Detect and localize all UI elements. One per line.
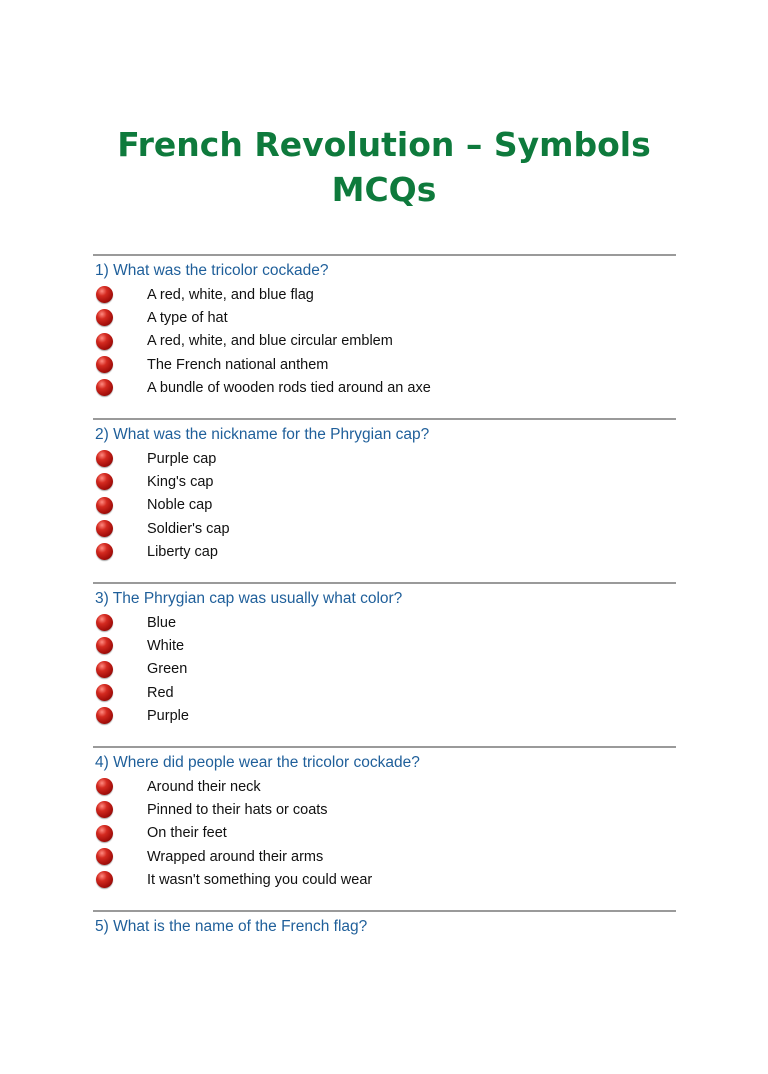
option-label: A type of hat: [147, 309, 228, 326]
question-2: [93, 418, 676, 576]
radio-button-icon[interactable]: [96, 333, 113, 350]
question-2-option-1[interactable]: [93, 447, 676, 470]
title-line-1: French Revolution – Symbols: [117, 125, 651, 164]
option-label: White: [147, 637, 185, 654]
option-label: Blue: [147, 614, 177, 631]
question-3-option-4[interactable]: [93, 681, 676, 704]
quiz-list: [93, 254, 676, 1074]
question-4-option-2[interactable]: [93, 798, 676, 821]
radio-button-icon[interactable]: [96, 520, 113, 537]
radio-button-icon[interactable]: [96, 450, 113, 467]
option-label: Green: [147, 661, 188, 678]
question-3-option-3[interactable]: [93, 658, 676, 681]
question-1-option-4[interactable]: [93, 353, 676, 376]
radio-button-icon[interactable]: [96, 356, 113, 373]
radio-button-icon[interactable]: [96, 473, 113, 490]
title-line-2: MCQs: [331, 170, 437, 209]
radio-button-icon[interactable]: [96, 497, 113, 514]
radio-button-icon[interactable]: [96, 684, 113, 701]
question-3: [93, 582, 676, 740]
question-2-option-3[interactable]: [93, 494, 676, 517]
question-5-text: 5) What is the name of the French flag?: [95, 918, 368, 935]
question-4-option-1[interactable]: [93, 775, 676, 798]
question-2-option-5[interactable]: [93, 540, 676, 563]
option-label: Red: [147, 684, 174, 701]
question-4-option-3[interactable]: [93, 822, 676, 845]
question-3-option-5[interactable]: [93, 704, 676, 727]
question-3-option-2[interactable]: [93, 634, 676, 657]
radio-button-icon[interactable]: [96, 871, 113, 888]
option-label: A bundle of wooden rods tied around an axe: [147, 379, 431, 396]
question-2-text: 2) What was the nickname for the Phrygian cap?: [95, 426, 430, 443]
radio-button-icon[interactable]: [96, 848, 113, 865]
option-label: It wasn't something you could wear: [147, 871, 373, 888]
radio-button-icon[interactable]: [96, 286, 113, 303]
question-2-option-2[interactable]: [93, 470, 676, 493]
radio-button-icon[interactable]: [96, 543, 113, 560]
radio-button-icon[interactable]: [96, 778, 113, 795]
question-4-option-4[interactable]: [93, 845, 676, 868]
question-5: [93, 910, 676, 1068]
question-1-option-2[interactable]: [93, 306, 676, 329]
question-4: [93, 746, 676, 904]
question-4-text: 4) Where did people wear the tricolor cockade?: [95, 754, 420, 771]
radio-button-icon[interactable]: [96, 379, 113, 396]
page-title: [0, 122, 768, 212]
option-label: A red, white, and blue flag: [147, 286, 314, 303]
radio-button-icon[interactable]: [96, 309, 113, 326]
question-4-option-5[interactable]: [93, 868, 676, 891]
question-1-option-3[interactable]: [93, 330, 676, 353]
option-label: Purple: [147, 707, 189, 724]
question-3-option-1[interactable]: [93, 611, 676, 634]
option-label: Liberty cap: [147, 543, 218, 560]
radio-button-icon[interactable]: [96, 825, 113, 842]
option-label: A red, white, and blue circular emblem: [147, 333, 393, 350]
radio-button-icon[interactable]: [96, 707, 113, 724]
question-2-option-4[interactable]: [93, 517, 676, 540]
question-3-text: 3) The Phrygian cap was usually what color?: [95, 590, 403, 607]
radio-button-icon[interactable]: [96, 801, 113, 818]
option-label: Wrapped around their arms: [147, 848, 324, 865]
question-1-text: 1) What was the tricolor cockade?: [95, 262, 329, 279]
option-label: Around their neck: [147, 778, 261, 795]
question-1: [93, 254, 676, 412]
question-1-option-5[interactable]: [93, 376, 676, 399]
option-label: King's cap: [147, 473, 214, 490]
radio-button-icon[interactable]: [96, 637, 113, 654]
option-label: Purple cap: [147, 450, 217, 467]
option-label: On their feet: [147, 825, 227, 842]
question-1-option-1[interactable]: [93, 283, 676, 306]
radio-button-icon[interactable]: [96, 661, 113, 678]
radio-button-icon[interactable]: [96, 614, 113, 631]
option-label: The French national anthem: [147, 356, 329, 373]
option-label: Noble cap: [147, 497, 213, 514]
option-label: Pinned to their hats or coats: [147, 801, 328, 818]
option-label: Soldier's cap: [147, 520, 230, 537]
